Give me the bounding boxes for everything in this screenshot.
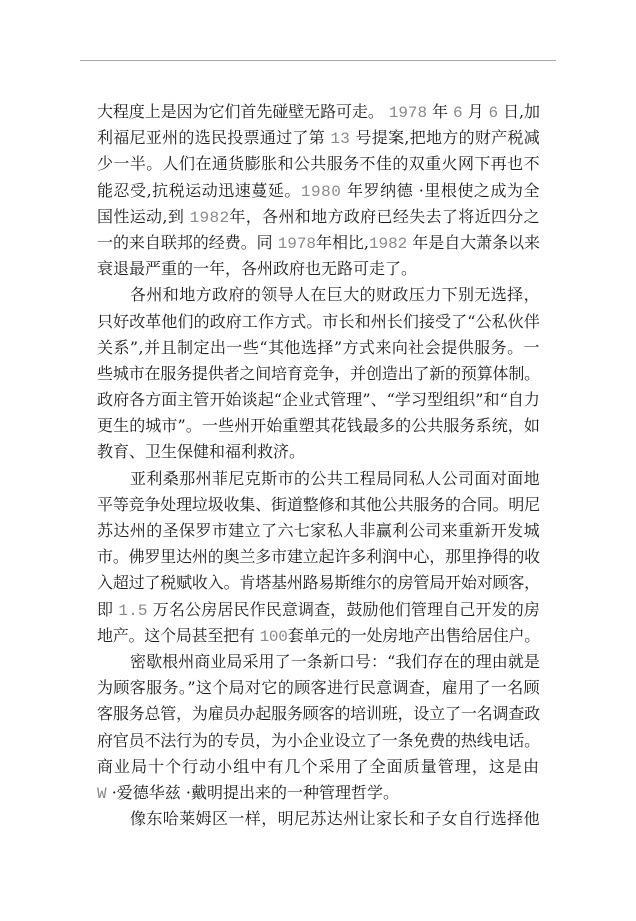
line-text: 关系”,并且制定出一些“其他选择”方式来向社会提供服务。一 [97,337,540,357]
line-text: 只好改革他们的政府工作方式。市长和州长们接受了“公私伙伴 [97,311,540,331]
text-line [97,728,540,754]
text-line [97,413,540,439]
line-text: 能忍受,抗税运动迅速蔓延。1980 年罗纳德 ·里根使之成为全 [97,180,541,201]
text-line [97,570,540,596]
text-line [97,518,540,544]
line-text: 商业局十个行动小组中有几个采用了全面质量管理，这是由 [97,756,540,776]
line-text: 一的来自联邦的经费。同 1978年相比,1982 年是自大萧条以来 [97,232,541,253]
line-text: 市。佛罗里达州的奥兰多市建立起许多利润中心，那里挣得的收 [97,547,540,567]
line-text: W ·爱德华兹 ·戴明提出来的一种管理哲学。 [97,782,399,803]
paragraph [97,649,540,806]
line-text: 国性运动,到 1982年，各州和地方政府已经失去了将近四分之 [97,206,540,227]
line-text: 密歇根州商业局采用了一条新口号：“我们存在的理由就是 [130,651,540,671]
number-text: 1980 [300,182,342,201]
text-line [97,754,540,780]
line-text: 亚利桑那州菲尼克斯市的公共工程局同私人公司面对面地 [130,468,540,488]
line-text: 地产。这个局甚至把有 100套单元的一处房地产出售给居住户。 [97,625,540,646]
text-line [97,230,540,256]
text-line [97,204,540,230]
line-text: 客服务总管，为雇员办起服务顾客的培训班，设立了一名调查政 [97,704,540,724]
header-rule [80,60,556,61]
line-text: 些城市在服务提供者之间培育竞争，并创造出了新的预算体制。 [97,363,540,383]
text-line [97,492,540,518]
paragraph [97,806,540,832]
line-text: 府官员不法行为的专员，为小企业设立了一条免费的热线电话。 [97,730,540,750]
text-line [97,99,540,125]
number-text: 6 [488,104,499,122]
text-line [97,466,540,492]
text-line [97,309,540,335]
line-text: 更生的城市”。一些州开始重塑其花钱最多的公共服务系统，如 [97,416,540,436]
number-text: 1978 [277,234,316,253]
number-text: 13 [330,130,351,149]
text-line [97,335,540,361]
line-text: 像东哈莱姆区一样，明尼苏达州让家长和子女自行选择他 [130,809,540,829]
paragraph [97,99,540,282]
line-text: 入超过了税赋收入。肯塔基州路易斯维尔的房管局开始对顾客， [97,573,540,593]
text-line [97,256,540,282]
number-text: 100 [259,627,288,646]
text-line [97,780,540,806]
line-text: 政府各方面主管开始谈起“企业式管理”、“学习型组织”和“自力 [97,390,540,410]
line-text: 利福尼亚州的选民投票通过了第 13 号提案,把地方的财产税减 [97,128,541,149]
number-text: 1982 [189,208,230,227]
text-line [97,623,540,649]
line-text: 平等竞争处理垃圾收集、街道整修和其他公共服务的合同。明尼 [97,494,540,514]
line-text: 苏达州的圣保罗市建立了六七家私人非赢利公司来重新开发城 [97,521,540,540]
text-line [97,544,540,570]
number-text: W [97,784,107,803]
text-line [97,125,540,151]
line-text: 即 1.5 万名公房居民作民意调查，鼓励他们管理自己开发的房 [97,599,540,620]
line-text: 衰退最严重的一年，各州政府也无路可走了。 [97,259,418,279]
text-line [97,439,540,465]
number-text: 1.5 [118,601,148,620]
paragraph [97,466,540,649]
number-text: 1978 [388,104,428,122]
paragraph [97,282,540,465]
text-line [97,387,540,413]
line-text: 为顾客服务。”这个局对它的顾客进行民意调查，雇用了一名顾 [97,678,540,698]
text-line [97,151,540,177]
body-text [97,99,540,832]
text-line [97,282,540,308]
text-line [97,178,540,204]
text-line [97,361,540,387]
line-text: 各州和地方政府的领导人在巨大的财政压力下别无选择， [130,285,540,305]
line-text: 大程度上是因为它们首先碰壁无路可走。 1978 年 6 月 6 日,加 [97,102,540,122]
text-line [97,806,540,832]
number-text: 6 [453,104,463,122]
text-line [97,597,540,623]
text-line [97,649,540,675]
text-line [97,701,540,727]
line-text: 教育、卫生保健和福利救济。 [97,442,306,462]
number-text: 1982 [368,234,408,253]
text-line [97,675,540,701]
line-text: 少一半。人们在通货膨胀和公共服务不佳的双重火网下再也不 [97,154,540,174]
